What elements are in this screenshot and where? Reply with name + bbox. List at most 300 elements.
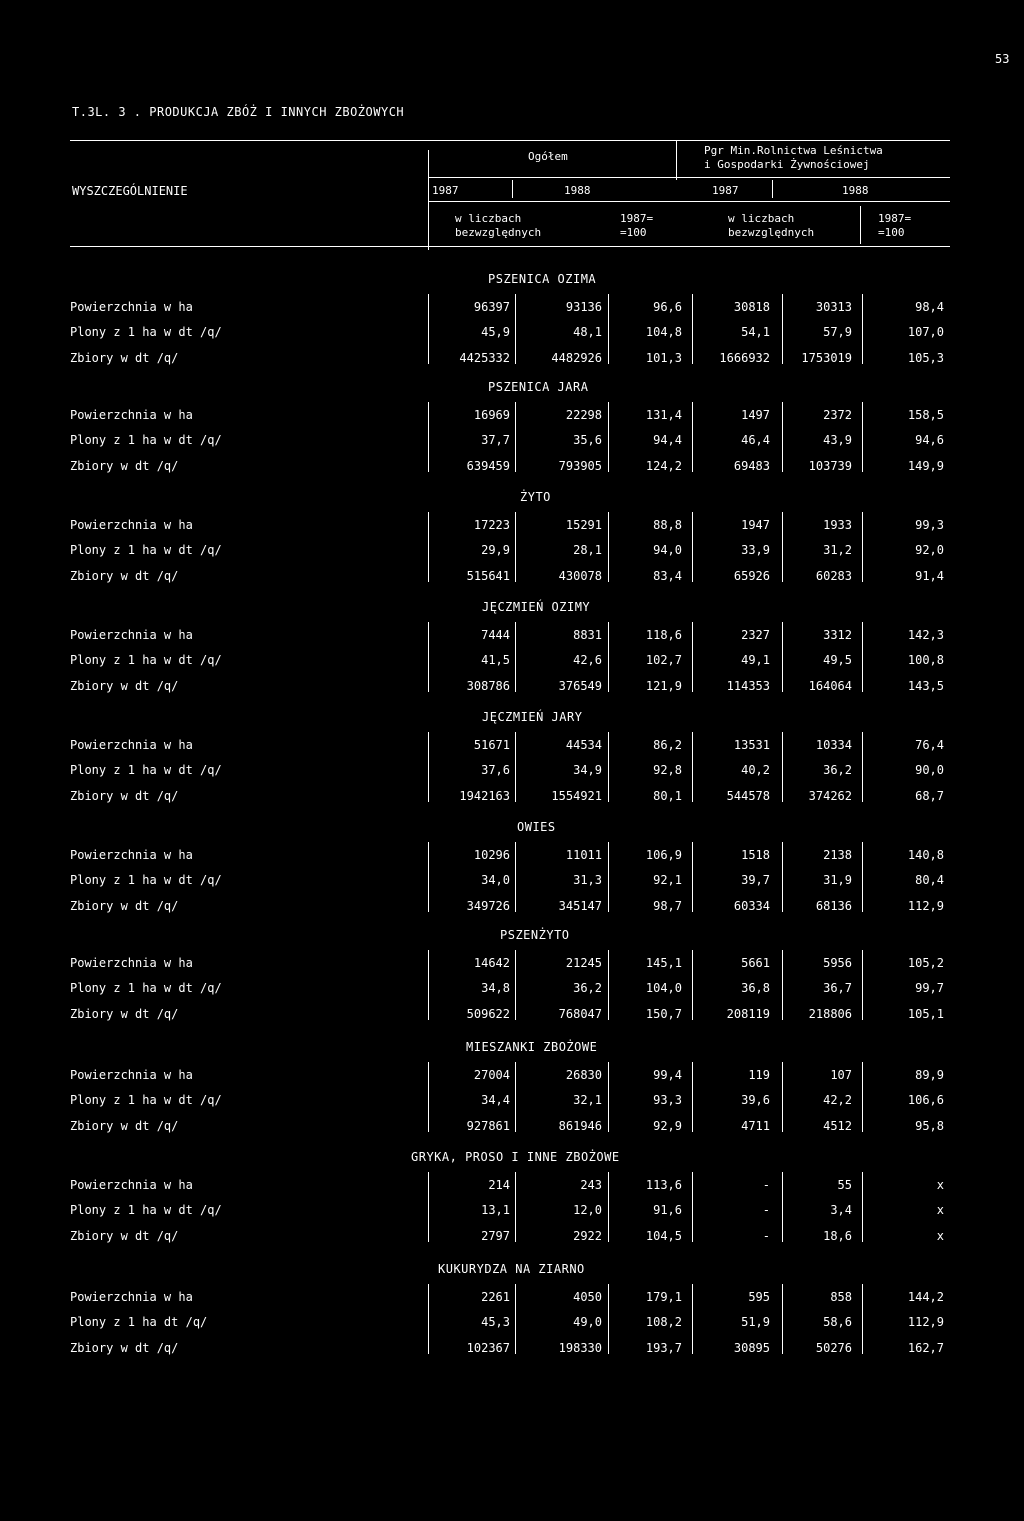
column-rule [862,1284,863,1354]
table-cell: 768047 [558,1007,602,1021]
table-cell: 131,4 [645,408,682,422]
table-cell: 89,9 [915,1068,944,1082]
table-cell: 162,7 [907,1341,944,1355]
table-cell: 86,2 [653,738,682,752]
column-rule [428,294,429,364]
row-label: Plony z 1 ha dt /q/ [70,1315,208,1329]
table-cell: 4425332 [459,351,510,365]
section-title: PSZENŻYTO [500,928,570,942]
column-rule [515,732,516,802]
column-rule [515,622,516,692]
section-title: GRYKA, PROSO I INNE ZBOŻOWE [411,1150,620,1164]
table-cell: 16969 [473,408,510,422]
row-label: Plony z 1 ha w dt /q/ [70,325,222,339]
column-rule [862,1172,863,1242]
table-cell: 95,8 [915,1119,944,1133]
table-cell: 104,5 [645,1229,682,1243]
table-cell: 51,9 [741,1315,770,1329]
table-cell: 93136 [565,300,602,314]
table-cell: 7444 [481,628,510,642]
table-cell: 46,4 [741,433,770,447]
section-title: JĘCZMIEŃ OZIMY [482,600,591,614]
header-group-pgr-line2: i Gospodarki Żywnościowej [704,158,870,171]
table-cell: 92,0 [915,543,944,557]
column-rule [515,1284,516,1354]
column-rule [862,402,863,472]
header-divider-left [428,150,429,250]
section-title: MIESZANKI ZBOŻOWE [466,1040,598,1054]
table-cell: 118,6 [645,628,682,642]
column-rule [428,1172,429,1242]
table-cell: 93,3 [653,1093,682,1107]
header-year-1987-total: 1987 [432,184,459,197]
table-cell: 1947 [741,518,770,532]
table-cell: 544578 [726,789,770,803]
table-cell: x [936,1203,944,1217]
header-divider-group [676,140,677,180]
table-cell: 49,5 [823,653,852,667]
table-cell: 33,9 [741,543,770,557]
table-cell: 2327 [741,628,770,642]
header-idx-total-line2: =100 [620,226,647,239]
row-label: Plony z 1 ha w dt /q/ [70,1203,222,1217]
column-rule [428,950,429,1020]
column-rule [515,1062,516,1132]
table-cell: 4482926 [551,351,602,365]
table-cell: 31,9 [823,873,852,887]
table-cell: 36,2 [573,981,602,995]
table-cell: 94,0 [653,543,682,557]
table-cell: 243 [580,1178,602,1192]
table-cell: 158,5 [907,408,944,422]
row-label: Plony z 1 ha w dt /q/ [70,763,222,777]
row-label: Powierzchnia w ha [70,1290,193,1304]
table-cell: 150,7 [645,1007,682,1021]
header-year-1988-total: 1988 [564,184,591,197]
table-cell: 50276 [815,1341,852,1355]
table-cell: 94,6 [915,433,944,447]
table-cell: 36,7 [823,981,852,995]
row-label: Zbiory w dt /q/ [70,351,179,365]
table-cell: 1942163 [459,789,510,803]
column-rule [692,402,693,472]
table-cell: 102,7 [645,653,682,667]
column-rule [428,402,429,472]
header-abs-total-line2: bezwzględnych [455,226,542,239]
table-cell: 58,6 [823,1315,852,1329]
table-cell: 376549 [558,679,602,693]
section-title: KUKURYDZA NA ZIARNO [438,1262,585,1276]
table-cell: 22298 [565,408,602,422]
column-rule [608,842,609,912]
table-cell: 80,4 [915,873,944,887]
table-cell: 4512 [823,1119,852,1133]
table-cell: 91,6 [653,1203,682,1217]
table-cell: 145,1 [645,956,682,970]
table-cell: 90,0 [915,763,944,777]
row-label: Powierzchnia w ha [70,300,193,314]
column-rule [428,732,429,802]
section-title: JĘCZMIEŃ JARY [482,710,583,724]
table-cell: x [936,1178,944,1192]
row-label: Zbiory w dt /q/ [70,1229,179,1243]
row-label: Powierzchnia w ha [70,848,193,862]
table-cell: 98,4 [915,300,944,314]
table-cell: 14642 [473,956,510,970]
column-rule [782,732,783,802]
table-cell: 49,1 [741,653,770,667]
row-label: Powierzchnia w ha [70,518,193,532]
column-rule [692,1062,693,1132]
table-cell: 198330 [558,1341,602,1355]
table-cell: 80,1 [653,789,682,803]
table-cell: 927861 [466,1119,510,1133]
section-title: ŻYTO [520,490,551,504]
row-label: Plony z 1 ha w dt /q/ [70,1093,222,1107]
table-cell: 100,8 [907,653,944,667]
table-cell: 107 [830,1068,852,1082]
table-cell: 40,2 [741,763,770,777]
table-cell: - [762,1229,770,1243]
table-cell: 3312 [823,628,852,642]
row-label: Plony z 1 ha w dt /q/ [70,873,222,887]
table-cell: 68136 [815,899,852,913]
column-rule [862,842,863,912]
table-cell: 96,6 [653,300,682,314]
row-label: Zbiory w dt /q/ [70,679,179,693]
header-top-rule [70,140,950,141]
table-cell: 103739 [808,459,852,473]
table-cell: 98,7 [653,899,682,913]
table-cell: 861946 [558,1119,602,1133]
column-rule [428,512,429,582]
column-rule [692,1284,693,1354]
row-label: Zbiory w dt /q/ [70,459,179,473]
column-rule [782,842,783,912]
row-label: Powierzchnia w ha [70,628,193,642]
table-cell: 92,8 [653,763,682,777]
table-cell: 793905 [558,459,602,473]
table-cell: 41,5 [481,653,510,667]
header-year-divider1 [512,180,513,198]
table-cell: 34,4 [481,1093,510,1107]
column-rule [608,294,609,364]
table-cell: 99,3 [915,518,944,532]
table-cell: 374262 [808,789,852,803]
row-label: Powierzchnia w ha [70,408,193,422]
row-label: Zbiory w dt /q/ [70,1119,179,1133]
table-cell: 1933 [823,518,852,532]
header-idx-pgr-line1: 1987= [878,212,912,225]
row-label: Powierzchnia w ha [70,1178,193,1192]
column-rule [862,1062,863,1132]
table-cell: 108,2 [645,1315,682,1329]
table-cell: 12,0 [573,1203,602,1217]
table-cell: 27004 [473,1068,510,1082]
table-cell: 35,6 [573,433,602,447]
header-abs-total-line1: w liczbach [455,212,522,225]
column-rule [692,950,693,1020]
column-rule [608,950,609,1020]
column-rule [428,1062,429,1132]
column-rule [782,1172,783,1242]
table-cell: 30895 [733,1341,770,1355]
table-cell: 96397 [473,300,510,314]
row-label: Powierzchnia w ha [70,956,193,970]
row-label: Powierzchnia w ha [70,1068,193,1082]
table-cell: 88,8 [653,518,682,532]
column-rule [862,512,863,582]
column-rule [515,842,516,912]
section-title: OWIES [517,820,556,834]
table-cell: 114353 [726,679,770,693]
table-cell: 105,1 [907,1007,944,1021]
table-cell: 430078 [558,569,602,583]
table-cell: 1554921 [551,789,602,803]
header-bottom-rule [70,246,950,247]
table-cell: 5661 [741,956,770,970]
table-cell: 101,3 [645,351,682,365]
section-title: PSZENICA JARA [488,380,589,394]
table-cell: 42,2 [823,1093,852,1107]
table-cell: 37,6 [481,763,510,777]
header-abs-pgr-line2: bezwzględnych [728,226,815,239]
table-cell: 10296 [473,848,510,862]
column-rule [428,1284,429,1354]
page-number: 53 [995,52,1010,66]
header-mid-rule [428,177,950,178]
table-cell: 639459 [466,459,510,473]
table-cell: - [762,1203,770,1217]
table-cell: 65926 [733,569,770,583]
table-title: T.3L. 3 . PRODUKCJA ZBÓŻ I INNYCH ZBOŻOWYCH [72,105,405,119]
column-rule [692,512,693,582]
table-cell: 39,7 [741,873,770,887]
table-cell: 1497 [741,408,770,422]
table-cell: 1518 [741,848,770,862]
header-year-1988-pgr: 1988 [842,184,869,197]
column-rule [515,512,516,582]
table-cell: 595 [748,1290,770,1304]
table-cell: 2797 [481,1229,510,1243]
column-rule [862,950,863,1020]
row-label: Zbiory w dt /q/ [70,899,179,913]
table-cell: 29,9 [481,543,510,557]
column-rule [608,622,609,692]
column-rule [515,294,516,364]
header-group-pgr-line1: Pgr Min.Rolnictwa Leśnictwa [704,144,883,157]
column-rule [782,622,783,692]
table-cell: 218806 [808,1007,852,1021]
column-rule [608,732,609,802]
column-rule [862,294,863,364]
table-cell: 18,6 [823,1229,852,1243]
column-rule [608,402,609,472]
table-cell: 60334 [733,899,770,913]
table-cell: 30313 [815,300,852,314]
table-cell: 21245 [565,956,602,970]
table-cell: 34,8 [481,981,510,995]
row-label: Powierzchnia w ha [70,738,193,752]
table-cell: 44534 [565,738,602,752]
header-year-1987-pgr: 1987 [712,184,739,197]
table-cell: 94,4 [653,433,682,447]
table-cell: 32,1 [573,1093,602,1107]
table-cell: 92,1 [653,873,682,887]
table-cell: 121,9 [645,679,682,693]
column-rule [428,622,429,692]
table-cell: 8831 [573,628,602,642]
table-cell: 60283 [815,569,852,583]
table-cell: 37,7 [481,433,510,447]
table-cell: 34,9 [573,763,602,777]
row-label: Plony z 1 ha w dt /q/ [70,543,222,557]
table-cell: 13531 [733,738,770,752]
table-cell: 104,8 [645,325,682,339]
table-cell: 144,2 [907,1290,944,1304]
table-cell: 106,6 [907,1093,944,1107]
header-col-label: WYSZCZEGÓLNIENIE [72,184,188,198]
column-rule [782,1284,783,1354]
header-idx-divider [860,206,861,244]
column-rule [692,732,693,802]
table-cell: 2922 [573,1229,602,1243]
table-cell: 119 [748,1068,770,1082]
table-cell: 36,8 [741,981,770,995]
column-rule [782,512,783,582]
table-cell: 140,8 [907,848,944,862]
row-label: Plony z 1 ha w dt /q/ [70,653,222,667]
table-cell: 124,2 [645,459,682,473]
column-rule [692,294,693,364]
table-cell: 4711 [741,1119,770,1133]
table-cell: 208119 [726,1007,770,1021]
table-cell: 30818 [733,300,770,314]
table-cell: 515641 [466,569,510,583]
table-cell: 91,4 [915,569,944,583]
table-cell: 13,1 [481,1203,510,1217]
header-abs-pgr-line1: w liczbach [728,212,795,225]
table-cell: 57,9 [823,325,852,339]
table-cell: 92,9 [653,1119,682,1133]
header-year-divider2 [772,180,773,198]
section-title: PSZENICA OZIMA [488,272,597,286]
column-rule [428,842,429,912]
column-rule [692,842,693,912]
table-cell: 2138 [823,848,852,862]
table-cell: 193,7 [645,1341,682,1355]
table-cell: 105,2 [907,956,944,970]
column-rule [692,1172,693,1242]
header-idx-pgr-line2: =100 [878,226,905,239]
row-label: Zbiory w dt /q/ [70,569,179,583]
table-cell: 214 [488,1178,510,1192]
table-cell: 45,3 [481,1315,510,1329]
table-cell: 105,3 [907,351,944,365]
table-cell: 858 [830,1290,852,1304]
table-cell: 179,1 [645,1290,682,1304]
column-rule [608,1284,609,1354]
table-cell: 55 [837,1178,852,1192]
table-cell: 76,4 [915,738,944,752]
table-cell: 10334 [815,738,852,752]
table-cell: 4050 [573,1290,602,1304]
row-label: Plony z 1 ha w dt /q/ [70,981,222,995]
table-cell: 42,6 [573,653,602,667]
table-cell: 15291 [565,518,602,532]
column-rule [862,732,863,802]
table-cell: 51671 [473,738,510,752]
header-idx-total-line1: 1987= [620,212,654,225]
table-cell: 164064 [808,679,852,693]
column-rule [782,1062,783,1132]
row-label: Zbiory w dt /q/ [70,789,179,803]
column-rule [782,950,783,1020]
row-label: Plony z 1 ha w dt /q/ [70,433,222,447]
table-cell: 99,4 [653,1068,682,1082]
table-cell: 104,0 [645,981,682,995]
table-cell: 31,3 [573,873,602,887]
column-rule [608,1062,609,1132]
column-rule [608,512,609,582]
table-cell: 345147 [558,899,602,913]
table-cell: 69483 [733,459,770,473]
table-cell: 68,7 [915,789,944,803]
header-group-total: Ogółem [528,150,568,163]
table-cell: 26830 [565,1068,602,1082]
table-cell: 106,9 [645,848,682,862]
column-rule [782,402,783,472]
table-cell: 2372 [823,408,852,422]
column-rule [515,1172,516,1242]
table-cell: 1666932 [719,351,770,365]
table-cell: 509622 [466,1007,510,1021]
table-cell: 49,0 [573,1315,602,1329]
table-cell: 142,3 [907,628,944,642]
table-cell: 1753019 [801,351,852,365]
table-cell: - [762,1178,770,1192]
table-cell: x [936,1229,944,1243]
table-cell: 28,1 [573,543,602,557]
table-cell: 113,6 [645,1178,682,1192]
column-rule [692,622,693,692]
table-cell: 11011 [565,848,602,862]
table-cell: 112,9 [907,1315,944,1329]
table-cell: 143,5 [907,679,944,693]
column-rule [515,402,516,472]
table-cell: 34,0 [481,873,510,887]
table-cell: 83,4 [653,569,682,583]
table-cell: 2261 [481,1290,510,1304]
table-cell: 54,1 [741,325,770,339]
table-cell: 99,7 [915,981,944,995]
column-rule [515,950,516,1020]
column-rule [862,622,863,692]
table-cell: 39,6 [741,1093,770,1107]
table-cell: 107,0 [907,325,944,339]
table-cell: 149,9 [907,459,944,473]
row-label: Zbiory w dt /q/ [70,1007,179,1021]
table-cell: 5956 [823,956,852,970]
table-cell: 308786 [466,679,510,693]
table-cell: 45,9 [481,325,510,339]
table-cell: 31,2 [823,543,852,557]
table-cell: 349726 [466,899,510,913]
table-cell: 112,9 [907,899,944,913]
table-cell: 102367 [466,1341,510,1355]
column-rule [608,1172,609,1242]
column-rule [782,294,783,364]
